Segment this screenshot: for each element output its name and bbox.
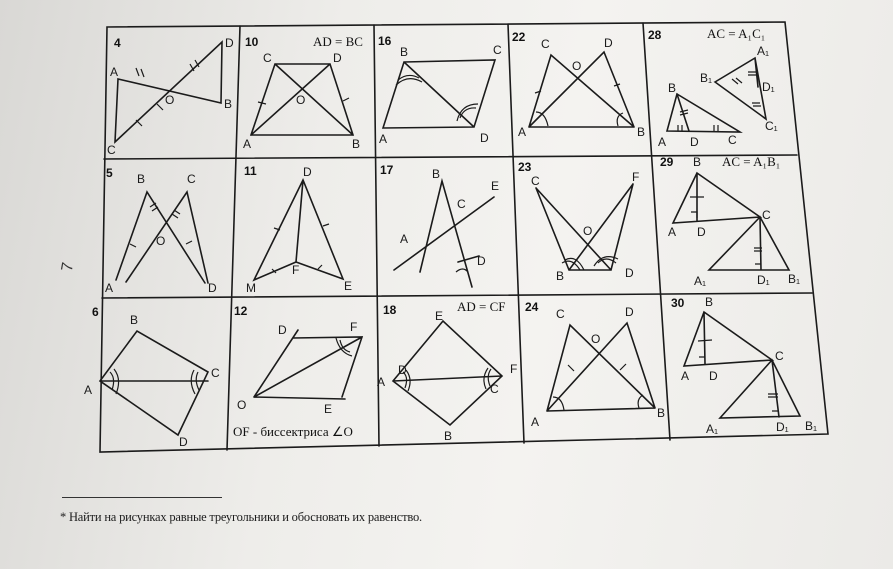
figure-lines [115, 42, 222, 142]
vertex-label: C [531, 174, 540, 188]
figure-lines [684, 312, 800, 418]
vertex-label: D [333, 51, 342, 65]
vertex-label: D [709, 369, 718, 383]
vertex-label: A [668, 225, 677, 239]
problem-number: 5 [106, 166, 113, 180]
vertex-label: A₁ [757, 44, 770, 58]
grid-col-line [643, 23, 670, 440]
figure-4 [107, 36, 234, 157]
vertex-label: B [352, 137, 361, 151]
vertex-label: E [435, 309, 444, 323]
vertex-label: D [697, 225, 706, 239]
problem-number: 28 [648, 28, 662, 42]
figure-lines [254, 330, 362, 399]
figure-29 [660, 154, 800, 288]
vertex-label: D [480, 131, 489, 145]
problem-number: 16 [378, 34, 392, 48]
vertex-label: C [211, 366, 220, 380]
vertex-label: E [324, 402, 333, 416]
vertex-label: D [477, 254, 486, 268]
vertex-label: C [556, 307, 565, 321]
vertex-label: D₁ [762, 80, 775, 94]
vertex-label: B [444, 429, 453, 443]
vertex-label: A [658, 135, 667, 149]
vertex-label: A [84, 383, 93, 397]
vertex-label: C [107, 143, 116, 157]
vertex-label: C [762, 208, 771, 222]
figure-11 [244, 164, 352, 295]
vertex-label: O [583, 224, 593, 238]
vertex-label: A [518, 125, 527, 139]
grid-border [100, 22, 828, 452]
angle-arc [456, 269, 468, 272]
problem-condition: AC = A₁B₁ [722, 154, 781, 169]
vertex-label: B [637, 125, 646, 139]
problem-number: 23 [518, 160, 532, 174]
vertex-label: C [187, 172, 196, 186]
vertex-label: D [604, 36, 613, 50]
vertex-label: D [690, 135, 699, 149]
vertex-label: B [693, 155, 702, 169]
problem-number: 17 [380, 163, 394, 177]
vertex-label: F [350, 320, 358, 334]
vertex-label: C [775, 349, 784, 363]
vertex-label: O [591, 332, 601, 346]
vertex-label: A [110, 65, 119, 79]
vertex-label: C [541, 37, 550, 51]
figure-22 [512, 30, 645, 139]
footnote: * Найти на рисунках равные треугольники и обосновать их равенство. [60, 510, 422, 524]
vertex-label: M [246, 281, 256, 295]
bisector-caption: OF - биссектриса ∠O [233, 424, 353, 439]
vertex-label: C [728, 133, 737, 147]
vertex-label: O [156, 234, 166, 248]
vertex-label: B [224, 97, 233, 111]
problem-condition: AD = CF [457, 299, 506, 314]
vertex-label: B [400, 45, 409, 59]
figure-lines [673, 173, 789, 270]
figure-17 [380, 163, 499, 287]
vertex-label: E [491, 179, 500, 193]
vertex-label: O [165, 93, 175, 107]
problem-number: 12 [234, 304, 248, 318]
problem-number: 11 [244, 164, 257, 178]
vertex-label: O [296, 93, 306, 107]
grid-col-line [227, 26, 240, 450]
vertex-label: F [292, 263, 300, 277]
vertex-label: B [137, 172, 146, 186]
problem-number: 10 [245, 35, 259, 49]
vertex-label: D₁ [757, 273, 770, 287]
vertex-label: F [510, 362, 518, 376]
tick-marks [553, 364, 643, 410]
vertex-label: A [531, 415, 540, 429]
vertex-label: B [668, 81, 677, 95]
problem-number: 6 [92, 305, 99, 319]
vertex-label: C [493, 43, 502, 57]
problem-number: 22 [512, 30, 526, 44]
figure-lines [667, 58, 766, 132]
vertex-label: C [490, 382, 499, 396]
angle-arcs [396, 75, 478, 121]
vertex-label: C [263, 51, 272, 65]
figure-lines [394, 181, 494, 287]
figure-lines [547, 323, 655, 411]
problem-number: 18 [383, 303, 397, 317]
problem-number: 30 [671, 296, 685, 310]
figure-10 [243, 34, 363, 151]
vertex-label: D [398, 363, 407, 377]
vertex-label: O [237, 398, 247, 412]
figure-24 [525, 300, 665, 429]
figure-16 [378, 34, 502, 146]
vertex-label: F [632, 170, 640, 184]
vertex-label: D [303, 165, 312, 179]
problem-number: 4 [114, 36, 121, 50]
vertex-label: A [400, 232, 409, 246]
vertex-label: D [625, 266, 634, 280]
vertex-label: D [278, 323, 287, 337]
vertex-label: B [432, 167, 441, 181]
vertex-label: B [705, 295, 714, 309]
vertex-label: A [681, 369, 690, 383]
vertex-label: B [657, 406, 666, 420]
vertex-label: B [556, 269, 565, 283]
problem-number: 24 [525, 300, 539, 314]
vertex-label: B₁ [788, 272, 801, 286]
figure-12 [233, 304, 362, 439]
tick-marks [272, 224, 329, 273]
vertex-label: C₁ [765, 119, 778, 133]
problem-condition: AC = A₁C₁ [707, 26, 766, 41]
vertex-label: B [130, 313, 139, 327]
vertex-label: O [572, 59, 582, 73]
footnote-rule [62, 497, 222, 498]
problem-number: 29 [660, 155, 674, 169]
vertex-label: A [379, 132, 388, 146]
vertex-label: B₁ [700, 71, 713, 85]
vertex-label: D [625, 305, 634, 319]
figure-30 [671, 295, 817, 436]
vertex-label: A [105, 281, 114, 295]
figure-23 [518, 160, 639, 283]
margin-handwritten-mark: 7 [58, 261, 78, 273]
figure-6 [84, 305, 220, 449]
figure-5 [105, 166, 217, 295]
vertex-label: A [377, 375, 386, 389]
vertex-label: D [208, 281, 217, 295]
vertex-label: E [344, 279, 353, 293]
vertex-label: D [179, 435, 188, 449]
vertex-label: D [225, 36, 234, 50]
vertex-label: A [243, 137, 252, 151]
vertex-label: A₁ [706, 422, 719, 436]
vertex-label: A₁ [694, 274, 707, 288]
figure-18 [377, 299, 517, 443]
vertex-label: D₁ [776, 420, 789, 434]
problem-condition: AD = BC [313, 34, 363, 49]
figure-lines [383, 60, 495, 128]
vertex-label: B₁ [805, 419, 818, 433]
figure-28 [648, 26, 778, 149]
vertex-label: C [457, 197, 466, 211]
